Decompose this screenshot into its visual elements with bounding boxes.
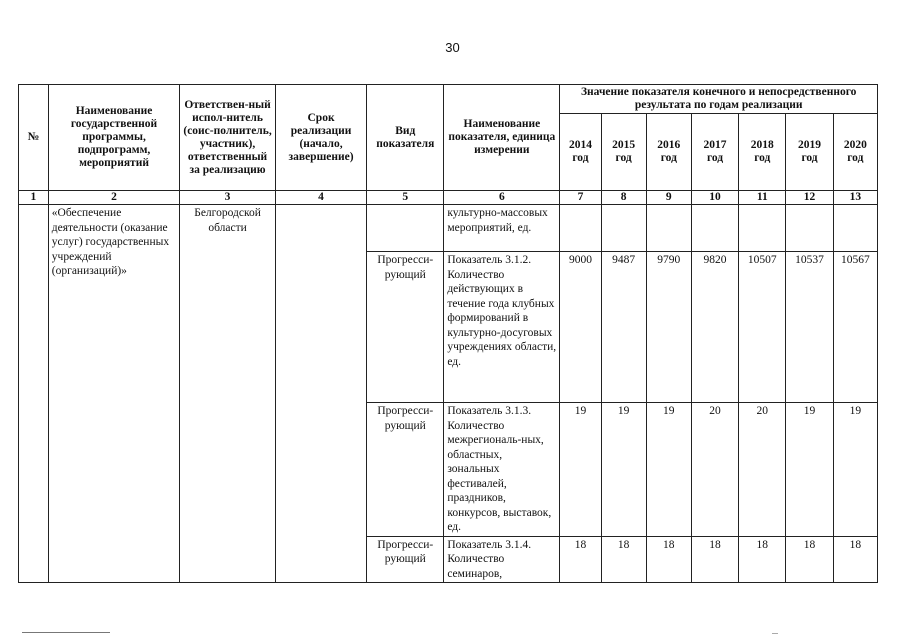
indicator-name: Показатель 3.1.2. Количество действующих в течение года клубных формирований в культурно-досуговых учреждениях области, ед. [444,252,560,403]
value-cell: 18 [691,536,738,583]
value-cell: 9487 [601,252,646,403]
column-number: 10 [691,191,738,205]
value-cell: 9820 [691,252,738,403]
footer-divider [22,632,110,633]
value-cell: 18 [739,536,786,583]
value-cell [833,205,877,252]
column-number: 3 [180,191,276,205]
column-number: 4 [275,191,366,205]
value-cell: 10537 [786,252,833,403]
header-program-name: Наименование государственной программы, подпрограмм, мероприятий [48,85,180,191]
value-cell: 18 [601,536,646,583]
header-indicator-type: Вид показателя [367,85,444,191]
header-values-group: Значение показателя конечного и непосредственного результата по годам реализации [560,85,878,114]
header-year: 2014 год [560,114,601,191]
header-year: 2019 год [786,114,833,191]
value-cell: 19 [601,403,646,537]
value-cell: 19 [786,403,833,537]
indicator-type: Прогресси-рующий [367,252,444,403]
column-number: 2 [48,191,180,205]
value-cell: 18 [786,536,833,583]
value-cell: 19 [646,403,691,537]
scan-mark [772,633,778,634]
value-cell: 19 [833,403,877,537]
indicators-table [18,84,878,583]
indicator-type: Прогресси-рующий [367,536,444,583]
header-indicator-name: Наименование показателя, единица измерении [444,85,560,191]
value-cell: 9000 [560,252,601,403]
period-cell [275,205,366,583]
column-number: 1 [19,191,49,205]
program-name: «Обеспечение деятельности (оказание услуг) государственных учреждений (организаций)» [48,205,180,583]
value-cell: 10507 [739,252,786,403]
header-period: Срок реализации (начало, завершение) [275,85,366,191]
value-cell: 19 [560,403,601,537]
column-numbers-row [19,191,878,205]
column-number: 11 [739,191,786,205]
header-year: 2017 год [691,114,738,191]
indicator-type [367,205,444,252]
indicator-name: Показатель 3.1.4. Количество семинаров, [444,536,560,583]
indicator-type: Прогресси-рующий [367,403,444,537]
column-number: 5 [367,191,444,205]
value-cell: 18 [646,536,691,583]
header-number: № [19,85,49,191]
column-number: 6 [444,191,560,205]
header-year: 2015 год [601,114,646,191]
column-number: 7 [560,191,601,205]
column-number: 13 [833,191,877,205]
responsible-executor: Белгородской области [180,205,276,583]
column-number: 9 [646,191,691,205]
header-year: 2020 год [833,114,877,191]
column-number: 8 [601,191,646,205]
header-year: 2018 год [739,114,786,191]
value-cell [739,205,786,252]
indicator-name: культурно-массовых мероприятий, ед. [444,205,560,252]
value-cell: 20 [739,403,786,537]
value-cell: 9790 [646,252,691,403]
column-number: 12 [786,191,833,205]
page-number: 30 [445,40,460,55]
table-row [19,205,878,252]
value-cell: 18 [833,536,877,583]
value-cell [601,205,646,252]
indicator-name: Показатель 3.1.3. Количество межрегиональ-ных, областных, зональных фестивалей, праздников, конкурсов, выставок, ед. [444,403,560,537]
value-cell: 18 [560,536,601,583]
row-number-cell [19,205,49,583]
value-cell [646,205,691,252]
header-responsible: Ответствен-ный испол-нитель (соис-полнитель, участник), ответственный за реализацию [180,85,276,191]
value-cell [691,205,738,252]
value-cell [560,205,601,252]
value-cell: 10567 [833,252,877,403]
value-cell: 20 [691,403,738,537]
header-year: 2016 год [646,114,691,191]
value-cell [786,205,833,252]
